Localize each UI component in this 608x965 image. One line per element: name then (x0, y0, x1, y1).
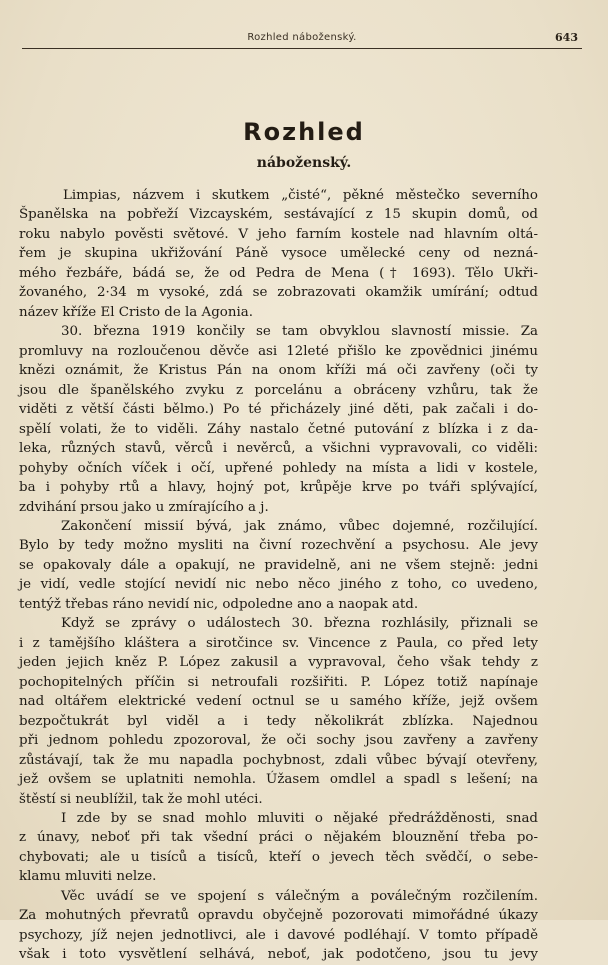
text-line: i z tamějšího kláštera a sirotčince sv. Vincence z Paula, co před lety (19, 635, 538, 651)
text-line: název kříže El Cristo de la Agonia. (19, 304, 253, 320)
text-line: Bylo by tedy možno mysliti na čivní rozechvění a psychosu. Ale jevy (19, 538, 538, 554)
text-line: pochopitelných příčin si netroufali rozšiřiti. P. López totiž napínaje (19, 674, 538, 690)
text-line: při jednom pohledu zpozoroval, že oči sochy jsou zavřeny a zavřeny (19, 733, 538, 749)
section-subtitle: náboženský. (256, 155, 352, 171)
running-head (22, 30, 582, 52)
text-line: tentýž třebas ráno nevidí nic, odpoledne ano a naopak atd. (19, 596, 419, 612)
text-line: jsou dle španělského zvyku z porcelánu a obráceny vzhůru, tak že (19, 382, 538, 398)
text-line: zůstávají, tak že mu napadla pochybnost, zdali vůbec bývají otevřeny, (19, 752, 538, 768)
text-line-rest: názvem i skutkem „čisté“, pěkné městečko severního (120, 188, 538, 203)
text-line: psychozy, jíž nejen jednotlivci, ale i davové podléhají. V tomto případě (19, 927, 538, 943)
text-line: leka, různých stavů, věrců i nevěrců, a všichni vypravovali, co viděli: (19, 441, 538, 457)
text-line: bezpočtukrát byl viděl a i tedy několikrát zblízka. Najednou (19, 713, 538, 729)
text-line: Zakončení missií bývá, jak známo, vůbec dojemné, rozčilující. (61, 518, 538, 534)
text-line: řem je skupina ukřižování Páně vysoce umělecké ceny od nezná- (19, 246, 538, 262)
section-title: Rozhled (243, 118, 365, 146)
text-line: viděti z větší části bělmo.) Po té přicházely jiné děti, pak začali i do- (19, 402, 538, 418)
article-body (19, 186, 538, 965)
text-line: jež ovšem se uplatniti nemohla. Úžasem omdlel a spadl s lešení; na (19, 772, 538, 788)
text-line: 30. března 1919 končily se tam obvyklou slavností missie. Za (61, 324, 538, 340)
text-line: jeden jejich kněz P. López zakusil a vypravoval, čeho však tehdy z (19, 655, 538, 671)
text-line: z únavy, neboť při tak všední práci o nějakém blouznění třeba po- (19, 830, 538, 846)
text-line: Španělska na pobřeží Vizcayském, sestávající z 15 skupin domů, od (19, 207, 538, 223)
text-line: však i toto vysvětlení selhává, neboť, jak podotčeno, jsou tu jevy (19, 947, 538, 963)
page-number: 643 (555, 31, 578, 44)
text-line: mého řezbáře, bádá se, že od Pedra de Mena († 1693). Tělo Ukři- (19, 265, 538, 281)
text-line: je vidí, vedle stojící nevidí nic nebo něco jiného z toho, co uvedeno, (19, 577, 538, 593)
text-line: ba i pohyby rtů a hlavy, hojný pot, krůpěje krve po tváři splývající, (19, 480, 538, 496)
text-line: se opakovaly dále a opakují, ne pravidelně, ani ne všem stejně: jedni (19, 557, 538, 573)
text-line: chybovati; ale u tisíců a tisíců, kteří o jevech těch svědčí, o sebe- (19, 849, 538, 865)
text-line: I zde by se snad mohlo mluviti o nějaké předrážděnosti, snad (61, 811, 538, 826)
text-line (19, 186, 538, 205)
text-line: klamu mluviti nelze. (19, 869, 157, 885)
text-line: Za mohutných převratů opravdu obyčejně pozorovati mimořádné úkazy (19, 908, 538, 924)
text-line: promluvy na rozloučenou děvče asi 12leté přišlo ke zpovědnici jinému (19, 343, 538, 359)
text-line: štěstí si neublížil, tak že mohl utéci. (19, 791, 263, 807)
running-title: Rozhled náboženský. (247, 32, 357, 43)
text-line: pohyby očních víček i očí, upřené pohledy na místa a lidi v kostele, (19, 460, 538, 476)
text-line: zdvihání prsou jako u zmírajícího a j. (19, 499, 269, 515)
header-rule (22, 48, 582, 49)
lead-word: Limpias, (63, 188, 121, 203)
text-line: nad oltářem elektrické vedení octnul se u samého kříže, jejž ovšem (19, 694, 538, 710)
text-line: Když se zprávy o událostech 30. března rozhlásily, přiznali se (61, 616, 538, 632)
text-line: roku nabylo pověsti světové. V jeho farním kostele nad hlavním oltá- (19, 226, 538, 242)
text-line: spělí volati, že to viděli. Záhy nastalo četné putování z blízka i z da- (19, 421, 538, 437)
text-line: žovaného, 2·34 m vysoké, zdá se zobrazovati okamžik umírání; odtud (19, 285, 538, 301)
text-line: Věc uvádí se ve spojení s válečným a poválečným rozčilením. (61, 888, 538, 904)
text-line: knězi oznámit, že Kristus Pán na onom kříži má oči zavřeny (oči ty (19, 363, 538, 379)
